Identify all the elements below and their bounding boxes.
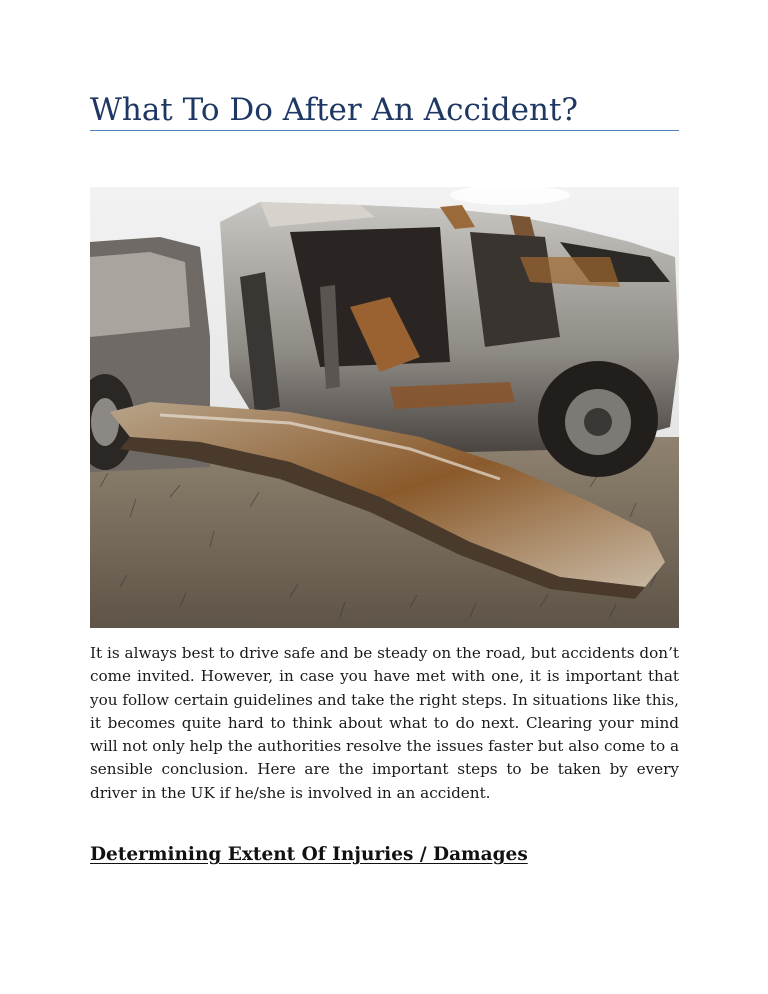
intro-paragraph: It is always best to drive safe and be steady on the road, but accidents don’t come invited. However, in case you have met with one, it is important that you follow certain guidelines and take the right steps. In situations like this, it becomes quite hard to think about what to do next. Clearing your mind will not only help the authorities resolve the issues faster but also come to a sensible conclusion. Here are the important steps to be taken by every driver in the UK if he/she is involved in an accident. <box>90 644 679 802</box>
page-title: What To Do After An Accident? <box>90 92 579 128</box>
burned-car-photo <box>90 187 679 628</box>
burned-car-illustration <box>90 187 679 628</box>
title-underline-rule <box>90 130 679 131</box>
section-heading: Determining Extent Of Injuries / Damages <box>90 844 528 865</box>
